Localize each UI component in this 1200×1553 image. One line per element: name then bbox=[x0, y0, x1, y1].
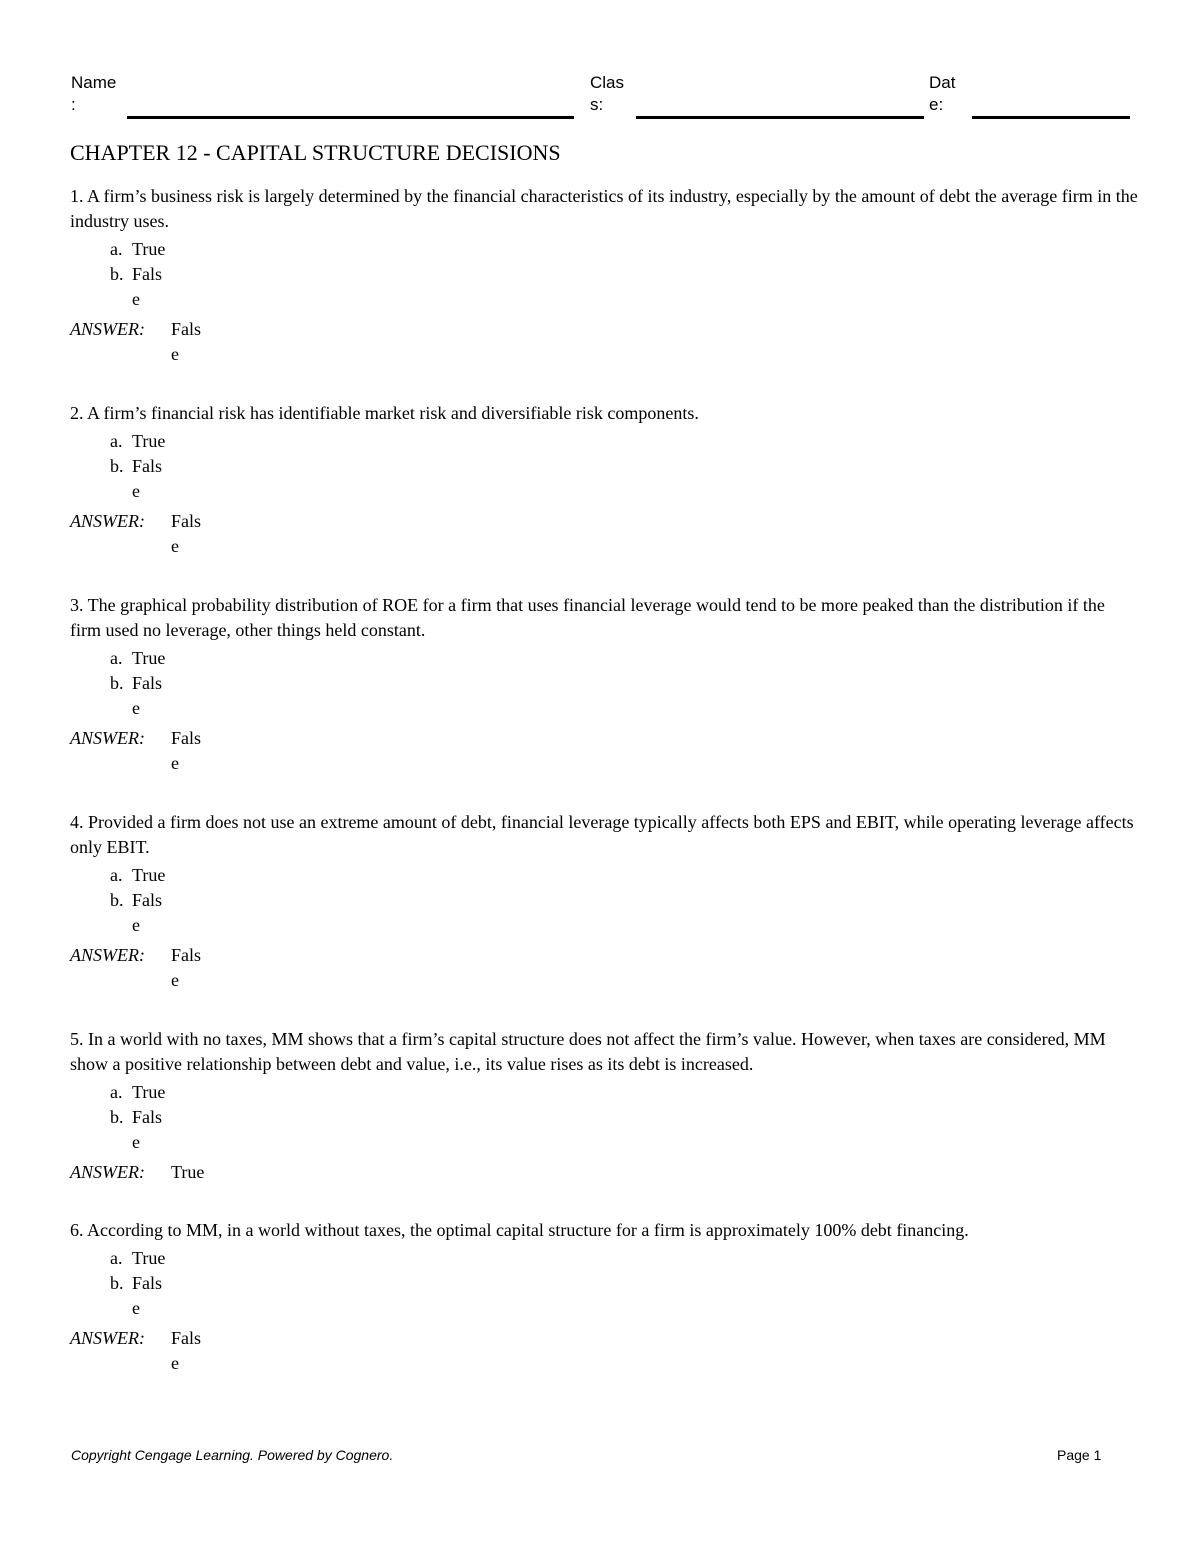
answer-wrap: e bbox=[171, 536, 179, 556]
answer: ANSWER: Fals bbox=[70, 319, 202, 339]
option-b[interactable]: b. Fals bbox=[110, 1107, 163, 1127]
option-b[interactable]: b. Fals bbox=[110, 264, 163, 284]
option-b-wrap: e bbox=[132, 481, 140, 501]
option-b[interactable]: b. Fals bbox=[110, 1273, 163, 1293]
answer-wrap: e bbox=[171, 753, 179, 773]
option-a[interactable]: a. True bbox=[110, 648, 166, 668]
class-field[interactable] bbox=[636, 116, 924, 119]
question-3 bbox=[70, 593, 1140, 776]
date-field[interactable] bbox=[972, 116, 1130, 119]
question-text: 1. A firm’s business risk is largely determined by the financial characteristics of its industry, especially by the amount of debt the average firm in the industry uses. bbox=[70, 186, 1138, 231]
option-b[interactable]: b. Fals bbox=[110, 673, 163, 693]
answer-wrap: e bbox=[171, 970, 179, 990]
question-1 bbox=[70, 184, 1140, 367]
answer: ANSWER: Fals bbox=[70, 728, 202, 748]
page-number: Page 1 bbox=[1057, 1447, 1102, 1463]
option-b[interactable]: b. Fals bbox=[110, 456, 163, 476]
option-b[interactable]: b. Fals bbox=[110, 890, 163, 910]
option-a[interactable]: a. True bbox=[110, 1248, 166, 1268]
option-a[interactable]: a. True bbox=[110, 865, 166, 885]
copyright-notice: Copyright Cengage Learning. Powered by Cognero. bbox=[71, 1447, 394, 1463]
question-6 bbox=[70, 1218, 1140, 1376]
class-label: Clas s: bbox=[590, 73, 625, 114]
name-field[interactable] bbox=[127, 116, 574, 119]
option-a[interactable]: a. True bbox=[110, 431, 166, 451]
date-label: Dat e: bbox=[929, 73, 956, 114]
page-title: CHAPTER 12 - CAPITAL STRUCTURE DECISIONS bbox=[70, 140, 561, 165]
option-a[interactable]: a. True bbox=[110, 1082, 166, 1102]
question-4 bbox=[70, 810, 1140, 993]
question-text: 2. A firm’s financial risk has identifiable market risk and diversifiable risk components. bbox=[70, 403, 699, 423]
answer: ANSWER: Fals bbox=[70, 511, 202, 531]
name-label: Name : bbox=[71, 73, 117, 114]
question-5 bbox=[70, 1027, 1140, 1185]
option-a[interactable]: a. True bbox=[110, 239, 166, 259]
answer: ANSWER: Fals bbox=[70, 1328, 202, 1348]
answer: ANSWER: Fals bbox=[70, 945, 202, 965]
option-b-wrap: e bbox=[132, 915, 140, 935]
question-text: 5. In a world with no taxes, MM shows that a firm’s capital structure does not affect the firm’s value. However, when taxes are considered, MM show a positive relationship between debt and value, i.e., its value rises as its debt is increased. bbox=[70, 1029, 1106, 1074]
question-text: 3. The graphical probability distribution of ROE for a firm that uses financial leverage would tend to be more peaked than the distribution if the firm used no leverage, other things held constant. bbox=[70, 595, 1105, 640]
question-text: 4. Provided a firm does not use an extreme amount of debt, financial leverage typically affects both EPS and EBIT, while operating leverage affects only EBIT. bbox=[70, 812, 1134, 857]
question-text: 6. According to MM, in a world without taxes, the optimal capital structure for a firm is approximately 100% debt financing. bbox=[70, 1220, 969, 1240]
option-b-wrap: e bbox=[132, 1132, 140, 1152]
option-b-wrap: e bbox=[132, 289, 140, 309]
option-b-wrap: e bbox=[132, 698, 140, 718]
option-b-wrap: e bbox=[132, 1298, 140, 1318]
answer-wrap: e bbox=[171, 344, 179, 364]
answer-wrap: e bbox=[171, 1353, 179, 1373]
answer: ANSWER: True bbox=[70, 1162, 205, 1182]
question-2 bbox=[70, 401, 1140, 559]
